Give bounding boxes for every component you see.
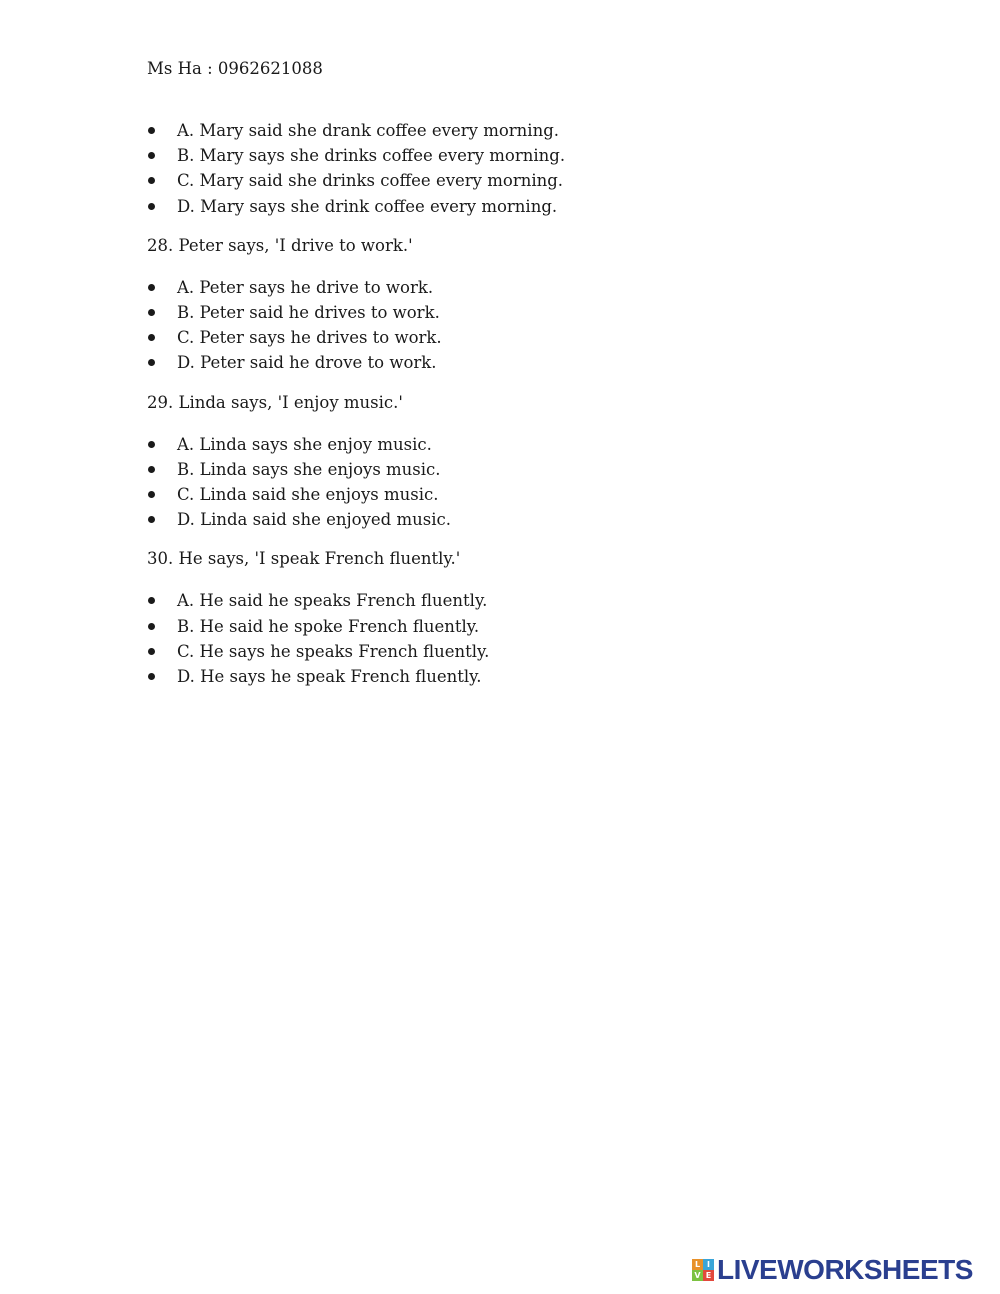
option-text: D. Linda said she enjoyed music. — [177, 510, 451, 530]
logo-mark-cell: V — [692, 1270, 703, 1281]
option-text: C. Linda said she enjoys music. — [177, 485, 439, 505]
question-30: 30. He says, 'I speak French fluently.' — [147, 549, 461, 569]
option-27-b[interactable] — [147, 143, 907, 168]
option-27-d[interactable] — [147, 194, 907, 219]
bullet-icon — [148, 673, 155, 680]
option-29-a[interactable] — [147, 432, 907, 457]
option-text: C. Peter says he drives to work. — [177, 328, 442, 348]
option-text: A. He said he speaks French fluently. — [177, 591, 488, 611]
bullet-icon — [148, 648, 155, 655]
bullet-icon — [148, 309, 155, 316]
question-29: 29. Linda says, 'I enjoy music.' — [147, 392, 403, 412]
option-text: C. Mary said she drinks coffee every morning. — [177, 171, 564, 191]
option-28-a[interactable] — [147, 275, 907, 300]
option-text: D. Mary says she drink coffee every morning. — [177, 196, 558, 216]
question-29-options — [147, 432, 907, 533]
option-text: C. He says he speaks French fluently. — [177, 641, 490, 661]
question-28-options — [147, 275, 907, 376]
option-29-d[interactable] — [147, 507, 907, 532]
option-text: A. Linda says she enjoy music. — [177, 434, 432, 454]
option-text: A. Peter says he drive to work. — [177, 277, 434, 297]
bullet-icon — [148, 284, 155, 291]
option-text: B. Mary says she drinks coffee every morning. — [177, 146, 566, 166]
option-30-c[interactable] — [147, 639, 907, 664]
logo-wordmark: LIVEWORKSHEETS — [717, 1254, 973, 1285]
option-text: D. Peter said he drove to work. — [177, 353, 437, 373]
bullet-icon — [148, 127, 155, 134]
worksheet-page — [147, 58, 907, 705]
bullet-icon — [148, 491, 155, 498]
option-30-d[interactable] — [147, 664, 907, 689]
option-27-c[interactable] — [147, 168, 907, 193]
logo-mark-cell: I — [703, 1259, 714, 1270]
question-27-options — [147, 118, 907, 219]
liveworksheets-logo — [692, 1255, 973, 1285]
logo-mark-cell: E — [703, 1270, 714, 1281]
option-text: B. Linda says she enjoys music. — [177, 459, 441, 479]
bullet-icon — [148, 466, 155, 473]
option-text: B. Peter said he drives to work. — [177, 303, 440, 323]
option-28-d[interactable] — [147, 350, 907, 375]
option-29-b[interactable] — [147, 457, 907, 482]
bullet-icon — [148, 177, 155, 184]
bullet-icon — [148, 334, 155, 341]
option-29-c[interactable] — [147, 482, 907, 507]
bullet-icon — [148, 203, 155, 210]
liveworksheets-logo-icon — [692, 1259, 714, 1281]
bullet-icon — [148, 623, 155, 630]
bullet-icon — [148, 597, 155, 604]
bullet-icon — [148, 359, 155, 366]
question-28: 28. Peter says, 'I drive to work.' — [147, 235, 413, 255]
option-text: B. He said he spoke French fluently. — [177, 616, 480, 636]
teacher-contact: Ms Ha : 0962621088 — [147, 59, 323, 78]
option-28-c[interactable] — [147, 325, 907, 350]
option-30-b[interactable] — [147, 614, 907, 639]
option-text: A. Mary said she drank coffee every morning. — [177, 121, 560, 140]
option-27-a[interactable] — [147, 118, 907, 143]
option-text: D. He says he speak French fluently. — [177, 667, 482, 687]
option-30-a[interactable] — [147, 588, 907, 613]
question-30-options — [147, 588, 907, 689]
logo-mark-cell: L — [692, 1259, 703, 1270]
bullet-icon — [148, 516, 155, 523]
option-28-b[interactable] — [147, 300, 907, 325]
bullet-icon — [148, 441, 155, 448]
bullet-icon — [148, 152, 155, 159]
